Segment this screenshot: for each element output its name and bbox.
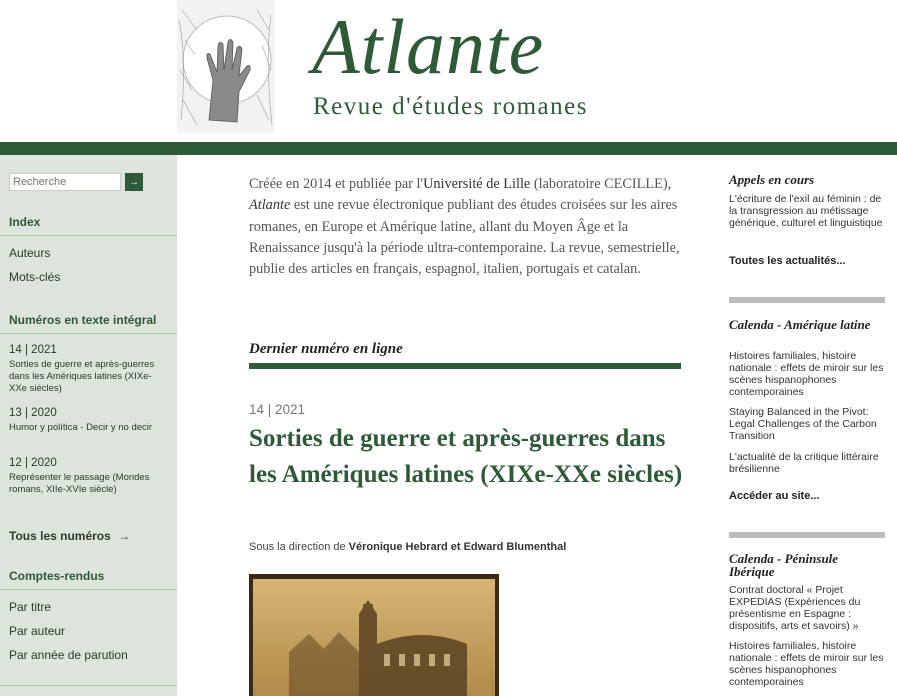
- intro-text-2: (laboratoire CECILLE),: [530, 176, 672, 192]
- calenda-al-item[interactable]: Staying Balanced in the Pivot: Legal Challenges of the Carbon Transition: [729, 406, 877, 442]
- issue-cover-image[interactable]: [249, 574, 499, 696]
- divider: [0, 589, 177, 590]
- latest-issue-title[interactable]: Sorties de guerre et après-guerres dans les Amériques latines (XIXe-XXe siècles): [249, 425, 683, 488]
- right-divider: [729, 532, 885, 538]
- directors-prefix: Sous la direction de: [249, 541, 349, 553]
- index-heading: Index: [9, 215, 41, 229]
- right-divider: [729, 297, 885, 303]
- university-link[interactable]: Université de Lille: [423, 176, 531, 192]
- site-subtitle: Revue d'études romanes: [313, 93, 588, 120]
- reviews-heading: Comptes-rendus: [9, 569, 105, 583]
- site-title[interactable]: Atlante: [312, 3, 545, 90]
- intro-atlante: Atlante: [249, 197, 291, 214]
- section-divider: [249, 363, 681, 369]
- intro-text-3: est une revue électronique publiant des études croisées sur les aires romanes, en Europe et Amérique latine, allant du Moyen Âge et la Renaissance jusqu'à la période ultra-contemporaine. La revue, semestrielle, publie des articles en français, espagnol, italien, portugais et catalan.: [249, 197, 680, 278]
- sidebar-link-by-title[interactable]: Par titre: [9, 600, 52, 614]
- issue-number-12[interactable]: 12 | 2020: [9, 457, 57, 469]
- sidebar-link-keywords[interactable]: Mots-clés: [9, 270, 61, 284]
- intro-text-1: Créée en 2014 et publiée par l': [249, 176, 424, 192]
- calenda-al-item[interactable]: Histoires familiales, histoire nationale : effets de miroir sur les scènes hispanophones contemporaines: [729, 350, 884, 398]
- divider: [0, 685, 177, 686]
- appels-item[interactable]: L'écriture de l'exil au féminin : de la transgression au métissage générique, culturel et linguistique: [729, 193, 883, 229]
- latest-issue-number[interactable]: 14 | 2021: [249, 402, 306, 417]
- site-header: [0, 0, 897, 142]
- logo-hand-icon[interactable]: [177, 0, 274, 133]
- issue-title-13[interactable]: Humor y política - Decir y no decir: [9, 422, 153, 433]
- latest-issue-heading: Dernier numéro en ligne: [249, 341, 403, 357]
- calenda-al-item[interactable]: L'actualité de la critique littéraire brésilienne: [729, 451, 879, 475]
- calenda-pi-heading: Calenda - Péninsule Ibérique: [729, 551, 839, 579]
- all-issues-link[interactable]: [9, 529, 130, 543]
- all-issues-label: Tous les numéros: [9, 529, 111, 543]
- issue-directors: [249, 541, 566, 553]
- issue-number-13[interactable]: 13 | 2020: [9, 407, 57, 419]
- issue-title-12[interactable]: Représenter le passage (Mondes romans, XIIe-XVIe siècle): [9, 472, 150, 495]
- sidebar-link-by-author[interactable]: Par auteur: [9, 624, 66, 638]
- arrow-right-icon: →: [118, 529, 131, 543]
- appels-heading: Appels en cours: [729, 172, 815, 187]
- calenda-pi-item[interactable]: Histoires familiales, histoire nationale : effets de miroir sur les scènes hispanophones contemporaines: [729, 640, 884, 688]
- directors-names: Véronique Hebrard et Edward Blumenthal: [348, 541, 567, 553]
- sidebar-link-authors[interactable]: Auteurs: [9, 246, 51, 260]
- header-divider: [0, 142, 897, 155]
- left-sidebar: [0, 155, 177, 696]
- appels-more-link[interactable]: Toutes les actualités...: [729, 255, 846, 267]
- divider: [0, 333, 177, 334]
- issue-number-14[interactable]: 14 | 2021: [9, 344, 57, 356]
- divider: [0, 235, 177, 236]
- issues-heading: Numéros en texte intégral: [9, 313, 157, 327]
- calenda-al-heading: Calenda - Amérique latine: [729, 317, 871, 332]
- issue-title-14[interactable]: Sorties de guerre et après-guerres dans les Amériques latines (XIXe-XXe siècles): [9, 359, 155, 394]
- sidebar-link-by-year[interactable]: Par année de parution: [9, 648, 128, 662]
- search-button[interactable]: →: [125, 173, 143, 191]
- calenda-al-more-link[interactable]: Accéder au site...: [729, 490, 820, 502]
- search-input[interactable]: [9, 173, 121, 191]
- calenda-pi-item[interactable]: Contrat doctoral « Projet EXPEDIAS (Expériences du présentisme en Espagne : dispositifs, arts et savoirs) »: [729, 584, 861, 632]
- intro-paragraph: [249, 174, 689, 280]
